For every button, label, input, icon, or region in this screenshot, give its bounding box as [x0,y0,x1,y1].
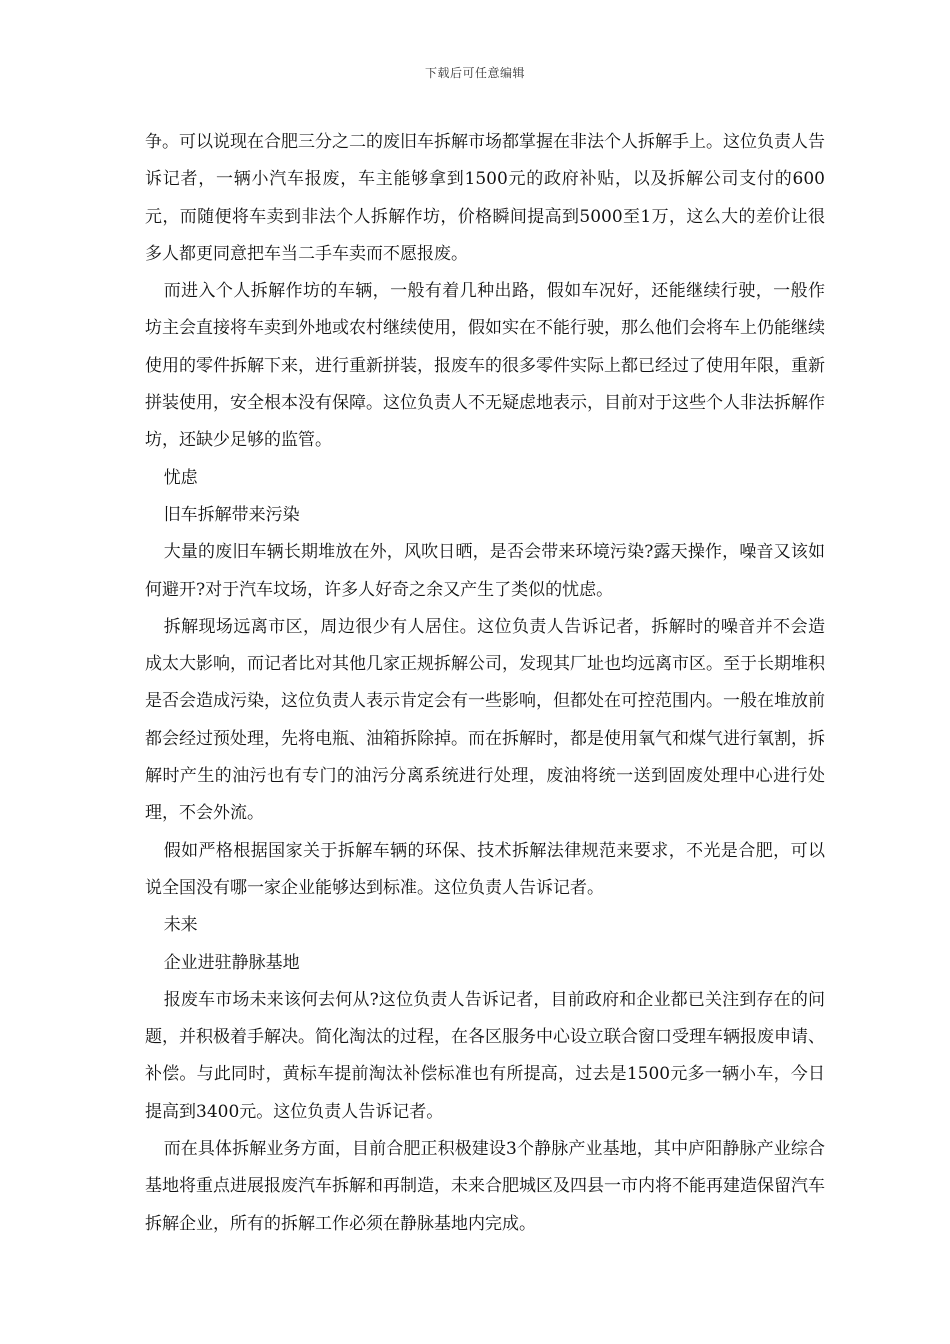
section-subtitle-pollution: 旧车拆解带来污染 [163,504,300,525]
paragraph-2: 而进入个人拆解作坊的车辆，一般有着几种出路，假如车况好，还能继续行驶，一般作坊主会直接将车卖到外地或农村继续使用，假如实在不能行驶，那么他们会将车上仍能继续使用的零件拆解下来，进行重新拼装，报废车的很多零件实际上都已经过了使用年限，重新拼装使用，安全根本没有保障。这位负责人不无疑虑地表示，目前对于这些个人非法拆解作坊，还缺少足够的监管。 [145,281,825,451]
section-title-future: 未来 [163,915,198,936]
section-title-worry: 忧虑 [163,467,198,488]
page-header: 下载后可任意编辑 [424,66,525,80]
paragraph-3: 大量的废旧车辆长期堆放在外，风吹日晒，是否会带来环境污染?露天操作，噪音又该如何避开?对于汽车坟场，许多人好奇之余又产生了类似的忧虑。 [145,542,825,600]
paragraph-4: 拆解现场远离市区，周边很少有人居住。这位负责人告诉记者，拆解时的噪音并不会造成太大影响，而记者比对其他几家正规拆解公司，发现其厂址也均远离市区。至于长期堆积是否会造成污染，这位负责人表示肯定会有一些影响，但都处在可控范围内。一般在堆放前都会经过预处理，先将电瓶、油箱拆除掉。而在拆解时，都是使用氧气和煤气进行氧割，拆解时产生的油污也有专门的油污分离系统进行处理，废油将统一送到固废处理中心进行处理，不会外流。 [145,616,825,824]
paragraph-1: 争。可以说现在合肥三分之二的废旧车拆解市场都掌握在非法个人拆解手上。这位负责人告诉记者，一辆小汽车报废，车主能够拿到1500元的政府补贴，以及拆解公司支付的600元，而随便将车卖到非法个人拆解作坊，价格瞬间提高到5000至1万，这么大的差价让很多人都更同意把车当二手车卖而不愿报废。 [145,132,825,264]
paragraph-6: 报废车市场未来该何去何从?这位负责人告诉记者，目前政府和企业都已关注到存在的问题，并积极着手解决。简化淘汰的过程，在各区服务中心设立联合窗口受理车辆报废申请、补偿。与此同时，黄标车提前淘汰补偿标准也有所提高，过去是1500元多一辆小车，今日提高到3400元。这位负责人告诉记者。 [145,989,825,1122]
paragraph-5: 假如严格根据国家关于拆解车辆的环保、技术拆解法律规范来要求，不光是合肥，可以说全国没有哪一家企业能够达到标准。这位负责人告诉记者。 [145,840,825,898]
section-subtitle-base: 企业进驻静脉基地 [163,952,300,973]
paragraph-7: 而在具体拆解业务方面，目前合肥正积极建设3个静脉产业基地，其中庐阳静脉产业综合基地将重点进展报废汽车拆解和再制造，未来合肥城区及四县一市内将不能再建造保留汽车拆解企业，所有的拆解工作必须在静脉基地内完成。 [145,1139,825,1234]
document-body [145,124,825,1243]
